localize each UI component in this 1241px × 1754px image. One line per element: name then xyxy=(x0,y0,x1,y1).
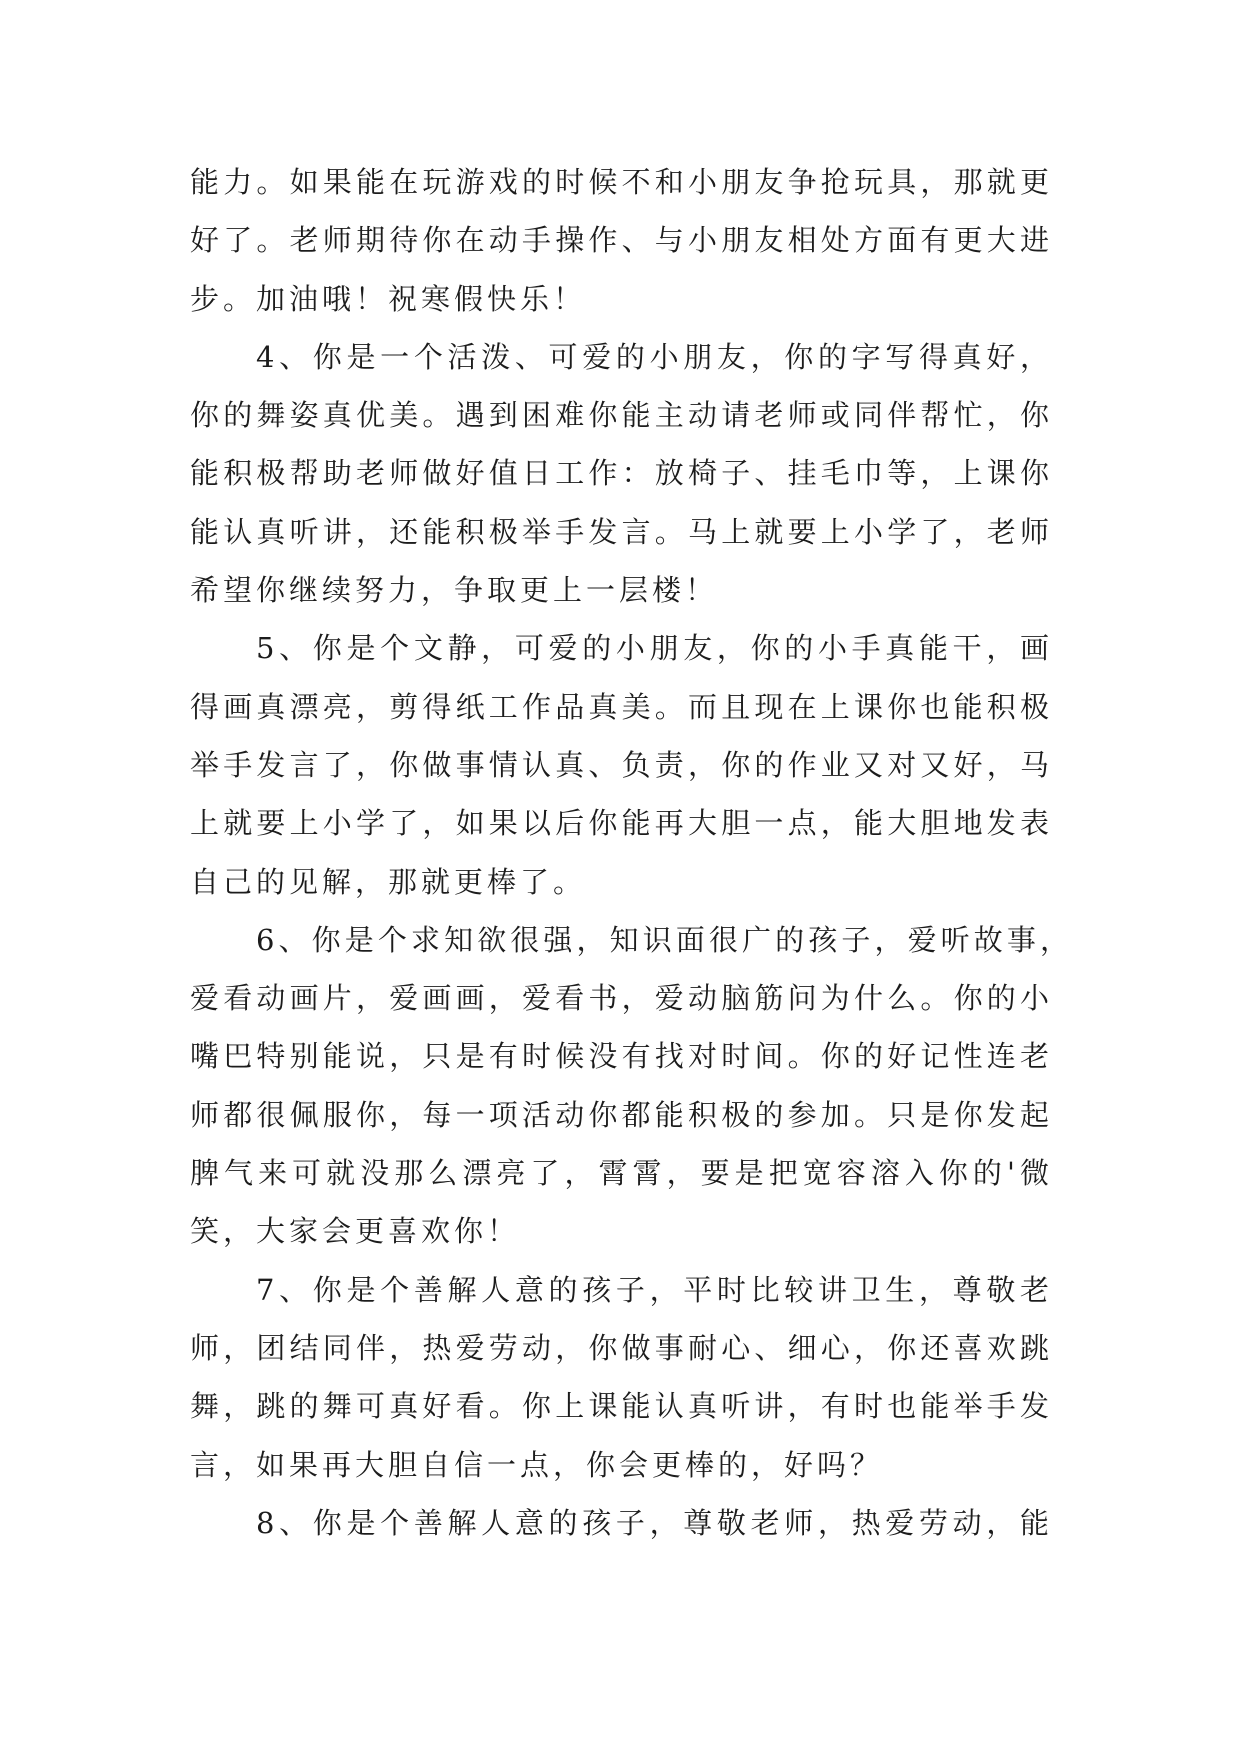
text-line: 6、你是个求知欲很强，知识面很广的孩子，爱听故事， xyxy=(256,922,1071,957)
comment-paragraph-7 xyxy=(190,1261,1051,1494)
comment-paragraph-5 xyxy=(190,619,1051,910)
text-line: 师，团结同伴，热爱劳动，你做事耐心、细心，你还喜欢跳 xyxy=(190,1330,1051,1365)
text-line: 言，如果再大胆自信一点，你会更棒的，好吗？ xyxy=(190,1447,884,1482)
text-line: 爱看动画片，爱画画，爱看书，爱动脑筋问为什么。你的小 xyxy=(190,981,1051,1016)
text-line: 8、你是个善解人意的孩子，尊敬老师，热爱劳动，能 xyxy=(256,1505,1051,1540)
text-line: 嘴巴特别能说，只是有时候没有找对时间。你的好记性连老 xyxy=(190,1039,1051,1074)
text-line: 自己的见解，那就更棒了。 xyxy=(190,864,587,899)
comment-paragraph-8 xyxy=(190,1494,1051,1552)
text-line: 好了。老师期待你在动手操作、与小朋友相处方面有更大进 xyxy=(190,223,1051,258)
text-line: 步。加油哦！祝寒假快乐！ xyxy=(190,281,587,316)
text-line: 7、你是个善解人意的孩子，平时比较讲卫生，尊敬老 xyxy=(256,1272,1051,1307)
text-line: 师都很佩服你，每一项活动你都能积极的参加。只是你发起 xyxy=(190,1097,1051,1132)
text-line: 能认真听讲，还能积极举手发言。马上就要上小学了，老师 xyxy=(190,514,1051,549)
text-line: 舞，跳的舞可真好看。你上课能认真听讲，有时也能举手发 xyxy=(190,1389,1051,1424)
text-line: 4、你是一个活泼、可爱的小朋友，你的字写得真好， xyxy=(256,339,1051,374)
text-line: 能积极帮助老师做好值日工作：放椅子、挂毛巾等，上课你 xyxy=(190,456,1051,491)
comment-paragraph-4 xyxy=(190,328,1051,619)
text-line: 希望你继续努力，争取更上一层楼！ xyxy=(190,573,719,608)
page-body-text xyxy=(190,153,1071,1552)
comment-paragraph-6 xyxy=(190,911,1071,1261)
continued-paragraph xyxy=(190,153,1051,328)
text-line: 笑，大家会更喜欢你！ xyxy=(190,1214,521,1249)
text-line: 5、你是个文静，可爱的小朋友，你的小手真能干，画 xyxy=(256,631,1051,666)
text-line: 脾气来可就没那么漂亮了，霄霄，要是把宽容溶入你的'微 xyxy=(190,1156,1051,1191)
text-line: 你的舞姿真优美。遇到困难你能主动请老师或同伴帮忙，你 xyxy=(190,398,1051,433)
text-line: 得画真漂亮，剪得纸工作品真美。而且现在上课你也能积极 xyxy=(190,689,1051,724)
text-line: 能力。如果能在玩游戏的时候不和小朋友争抢玩具，那就更 xyxy=(190,165,1051,199)
text-line: 上就要上小学了，如果以后你能再大胆一点，能大胆地发表 xyxy=(190,806,1051,841)
text-line: 举手发言了，你做事情认真、负责，你的作业又对又好，马 xyxy=(190,747,1051,782)
